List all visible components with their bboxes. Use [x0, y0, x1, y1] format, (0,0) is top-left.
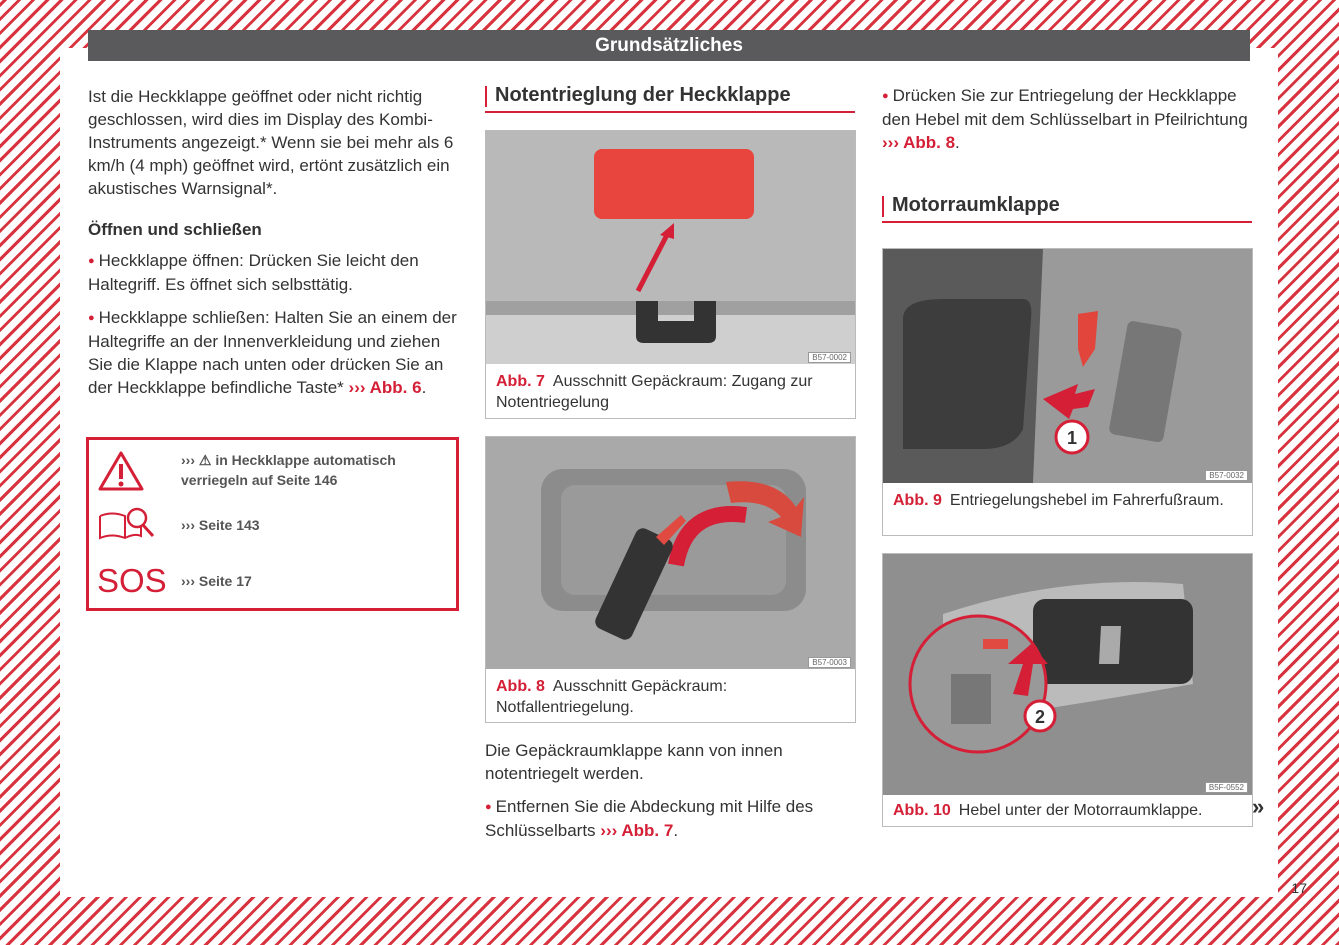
figure-caption: Abb. 10 Hebel unter der Motorraumklappe.	[893, 802, 1203, 819]
bullet-open: ● Heckklappe öffnen: Drücken Sie leicht den Haltegriff. Es öffnet sich selbsttätig.	[88, 249, 458, 296]
figure-7	[485, 130, 856, 419]
notice-box	[86, 437, 459, 611]
figure-8-image	[486, 437, 855, 669]
figure-caption: Abb. 7 Ausschnitt Gepäckraum: Zugang zur Notentriegelung	[496, 373, 813, 411]
intro-text: Ist die Heckklappe geöffnet oder nicht richtig geschlossen, wird dies im Display des Kombi-Instruments angezeigt.* Wenn sie bei mehr als 6 km/h (4 mph) geöffnet wird, ertönt zusätzlich ein akustisches Warnsignal*.	[88, 87, 454, 198]
figure-9	[882, 248, 1253, 536]
bullet-remove-cover: ● Entfernen Sie die Abdeckung mit Hilfe des Schlüsselbarts ››› Abb. 7.	[485, 795, 855, 842]
figure-7-image	[486, 131, 855, 364]
bullet-unlock: ● Drücken Sie zur Entriegelung der Heckklappe den Hebel mit dem Schlüsselbart in Pfeilrichtung ››› Abb. 8.	[882, 84, 1252, 154]
warning-reference[interactable]: ››› ⚠ in Heckklappe automatisch verriegeln auf Seite 146	[181, 452, 396, 488]
figure-8	[485, 436, 856, 723]
section-heading: Öffnen und schließen	[88, 220, 262, 239]
section-heading: Motorraumklappe	[882, 194, 1252, 223]
sos-reference[interactable]: ››› Seite 17	[181, 573, 252, 589]
figure-10	[882, 553, 1253, 827]
page-number: 17	[1291, 880, 1307, 896]
column-2-heading	[485, 84, 855, 113]
figure-link[interactable]: ››› Abb. 8	[882, 133, 956, 152]
figure-code: B57-0003	[808, 657, 851, 668]
marker-2: 2	[1034, 707, 1046, 727]
bullet-close: ● Heckklappe schließen: Halten Sie an einem der Haltegriffe an der Innenverkleidung und ziehen Sie die Klappe nach unten oder drücken Sie an der Heckklappe befindliche Taste* ››› Abb. 6.	[88, 306, 458, 399]
manual-search-icon	[97, 506, 159, 542]
figure-link[interactable]: ››› Abb. 7	[600, 821, 674, 840]
sos-label: SOS	[97, 562, 167, 599]
marker-1: 1	[1066, 428, 1078, 448]
figure-code: B57-0032	[1205, 470, 1248, 481]
column-2-text	[485, 739, 855, 852]
figure-caption: Abb. 9 Entriegelungshebel im Fahrerfußraum.	[893, 492, 1224, 509]
section-heading: Notentrieglung der Heckklappe	[485, 84, 855, 113]
continue-marker: »	[1252, 794, 1265, 819]
figure-code: B5F-0552	[1205, 782, 1248, 793]
figure-caption: Abb. 8 Ausschnitt Gepäckraum: Notfallentriegelung.	[496, 678, 728, 716]
manual-reference[interactable]: ››› Seite 143	[181, 517, 260, 533]
column-1	[88, 85, 458, 409]
warning-icon	[97, 450, 145, 492]
column-3	[882, 84, 1252, 223]
figure-10-image	[883, 554, 1252, 795]
body-text: Die Gepäckraumklappe kann von innen notentriegelt werden.	[485, 741, 783, 783]
figure-link[interactable]: ››› Abb. 6	[348, 378, 422, 397]
figure-9-image	[883, 249, 1252, 483]
figure-code: B57-0002	[808, 352, 851, 363]
page-header: Grundsätzliches	[88, 30, 1250, 61]
